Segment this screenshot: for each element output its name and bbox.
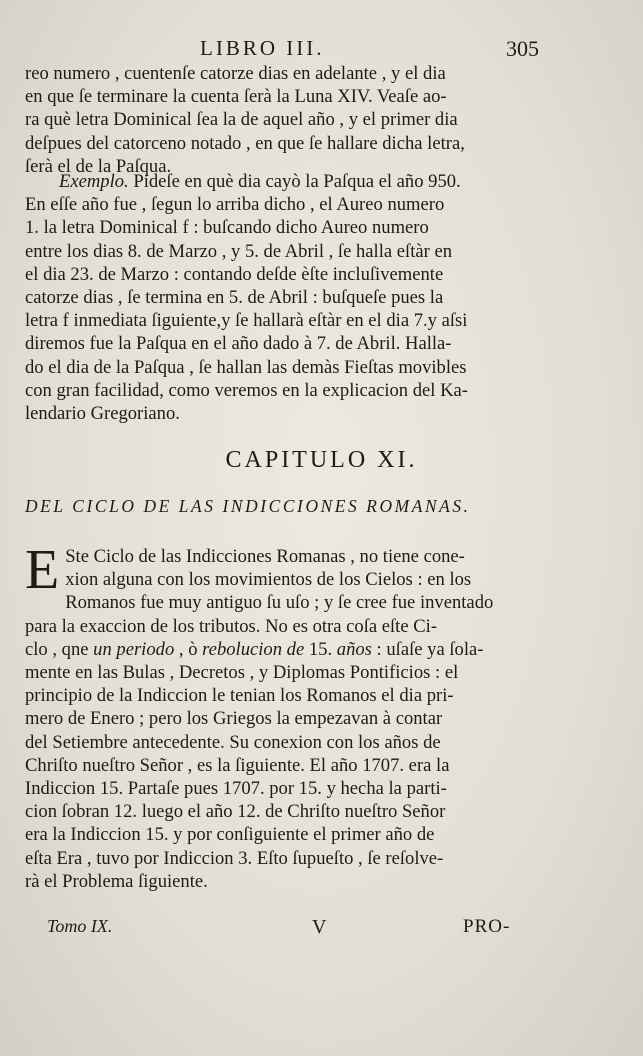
page-number: 305 (506, 36, 539, 61)
volume-label: Tomo IX. (47, 916, 113, 936)
drop-cap: E (25, 539, 60, 601)
chapter-heading: CAPITULO XI. (225, 447, 418, 473)
text-line: ra què letra Dominical ſea la de aquel año , y el primer dia (25, 109, 458, 131)
text-line: principio de la Indiccion le tenian los Romanos el dia pri- (25, 685, 454, 707)
text-line: cion ſobran 12. luego el año 12. de Chriſto nueſtro Señor (25, 801, 446, 823)
text-line (25, 170, 540, 193)
text-span: clo , qne (25, 638, 94, 660)
signature-mark: V (312, 916, 327, 938)
text-span: 15. (304, 638, 337, 660)
text-line: 1. la letra Dominical f : buſcando dicho Aureo numero (25, 217, 429, 239)
italic-span: rebolucion de (202, 638, 305, 660)
running-title: LIBRO III. (200, 36, 325, 60)
text-line: entre los dias 8. de Marzo , y 5. de Abril , ſe halla eſtàr en (25, 240, 453, 262)
text-line: ſerà el de la Paſqua. (25, 155, 172, 177)
text-line: en que ſe terminare la cuenta ſerà la Luna XIV. Veaſe ao- (25, 86, 447, 108)
text-line: Romanos fue muy antiguo ſu uſo ; y ſe cree fue inventado (65, 592, 494, 614)
text-line: deſpues del catorceno notado , en que ſe hallare dicha letra, (25, 132, 465, 154)
text-line: para la exaccion de los tributos. No es otra coſa eſte Ci- (25, 615, 438, 637)
text-span: Pideſe en què dia cayò la Paſqua el año 950. (128, 171, 461, 192)
example-label: Exemplo. (59, 171, 129, 192)
text-line: eſta Era , tuvo por Indiccion 3. Eſto ſupueſto , ſe reſolve- (25, 847, 444, 869)
text-line: catorze dias , ſe termina en 5. de Abril : buſqueſe pues la (25, 287, 444, 309)
text-line: era la Indiccion 15. y por conſiguiente el primer año de (25, 824, 435, 846)
text-line: Indiccion 15. Partaſe pues 1707. por 15. y hecha la parti- (25, 778, 447, 800)
text-line: el dia 23. de Marzo : contando deſde èſte incluſivemente (25, 263, 444, 285)
text-line: mente en las Bulas , Decretos , y Diplomas Pontificios : el (25, 662, 459, 684)
text-line: En eſſe año fue , ſegun lo arriba dicho , el Aureo numero (25, 194, 445, 216)
text-line: xion alguna con los movimientos de los Cielos : en los (65, 569, 472, 591)
text-line: Chriſto nueſtro Señor , es la ſiguiente. El año 1707. era la (25, 754, 450, 776)
text-line: lendario Gregoriano. (25, 403, 180, 425)
page-footer (0, 916, 643, 946)
chapter-subtitle: DEL CICLO DE LAS INDICCIONES ROMANAS. (25, 496, 471, 516)
text-line: con gran facilidad, como veremos en la explicacion del Ka- (25, 379, 468, 401)
text-line: reo numero , cuentenſe catorze dias en adelante , y el dia (25, 63, 446, 84)
text-line: rà el Problema ſiguiente. (25, 870, 208, 892)
text-line: diremos fue la Paſqua en el año dado à 7. de Abril. Halla- (25, 333, 452, 355)
text-line: do el dia de la Paſqua , ſe hallan las demàs Fieſtas movibles (25, 356, 467, 378)
paragraph-example (25, 170, 540, 425)
text-line: del Setiembre antecedente. Su conexion con los años de (25, 731, 441, 753)
text-line: Ste Ciclo de las Indicciones Romanas , no tiene cone- (65, 546, 465, 567)
catchword: PRO- (463, 916, 511, 937)
italic-span: un periodo (93, 638, 175, 660)
paragraph-indictions (25, 539, 540, 893)
text-span: , ò (174, 638, 203, 660)
italic-span: años (336, 638, 372, 660)
text-line (25, 638, 540, 661)
text-line: mero de Enero ; pero los Griegos la empezavan à contar (25, 708, 443, 730)
text-line: letra f inmediata ſiguiente,y ſe hallarà eſtàr en el dia 7.y aſsi (25, 310, 468, 332)
paragraph-easter-rule (25, 62, 540, 178)
text-span: : uſaſe ya ſola- (371, 638, 484, 660)
